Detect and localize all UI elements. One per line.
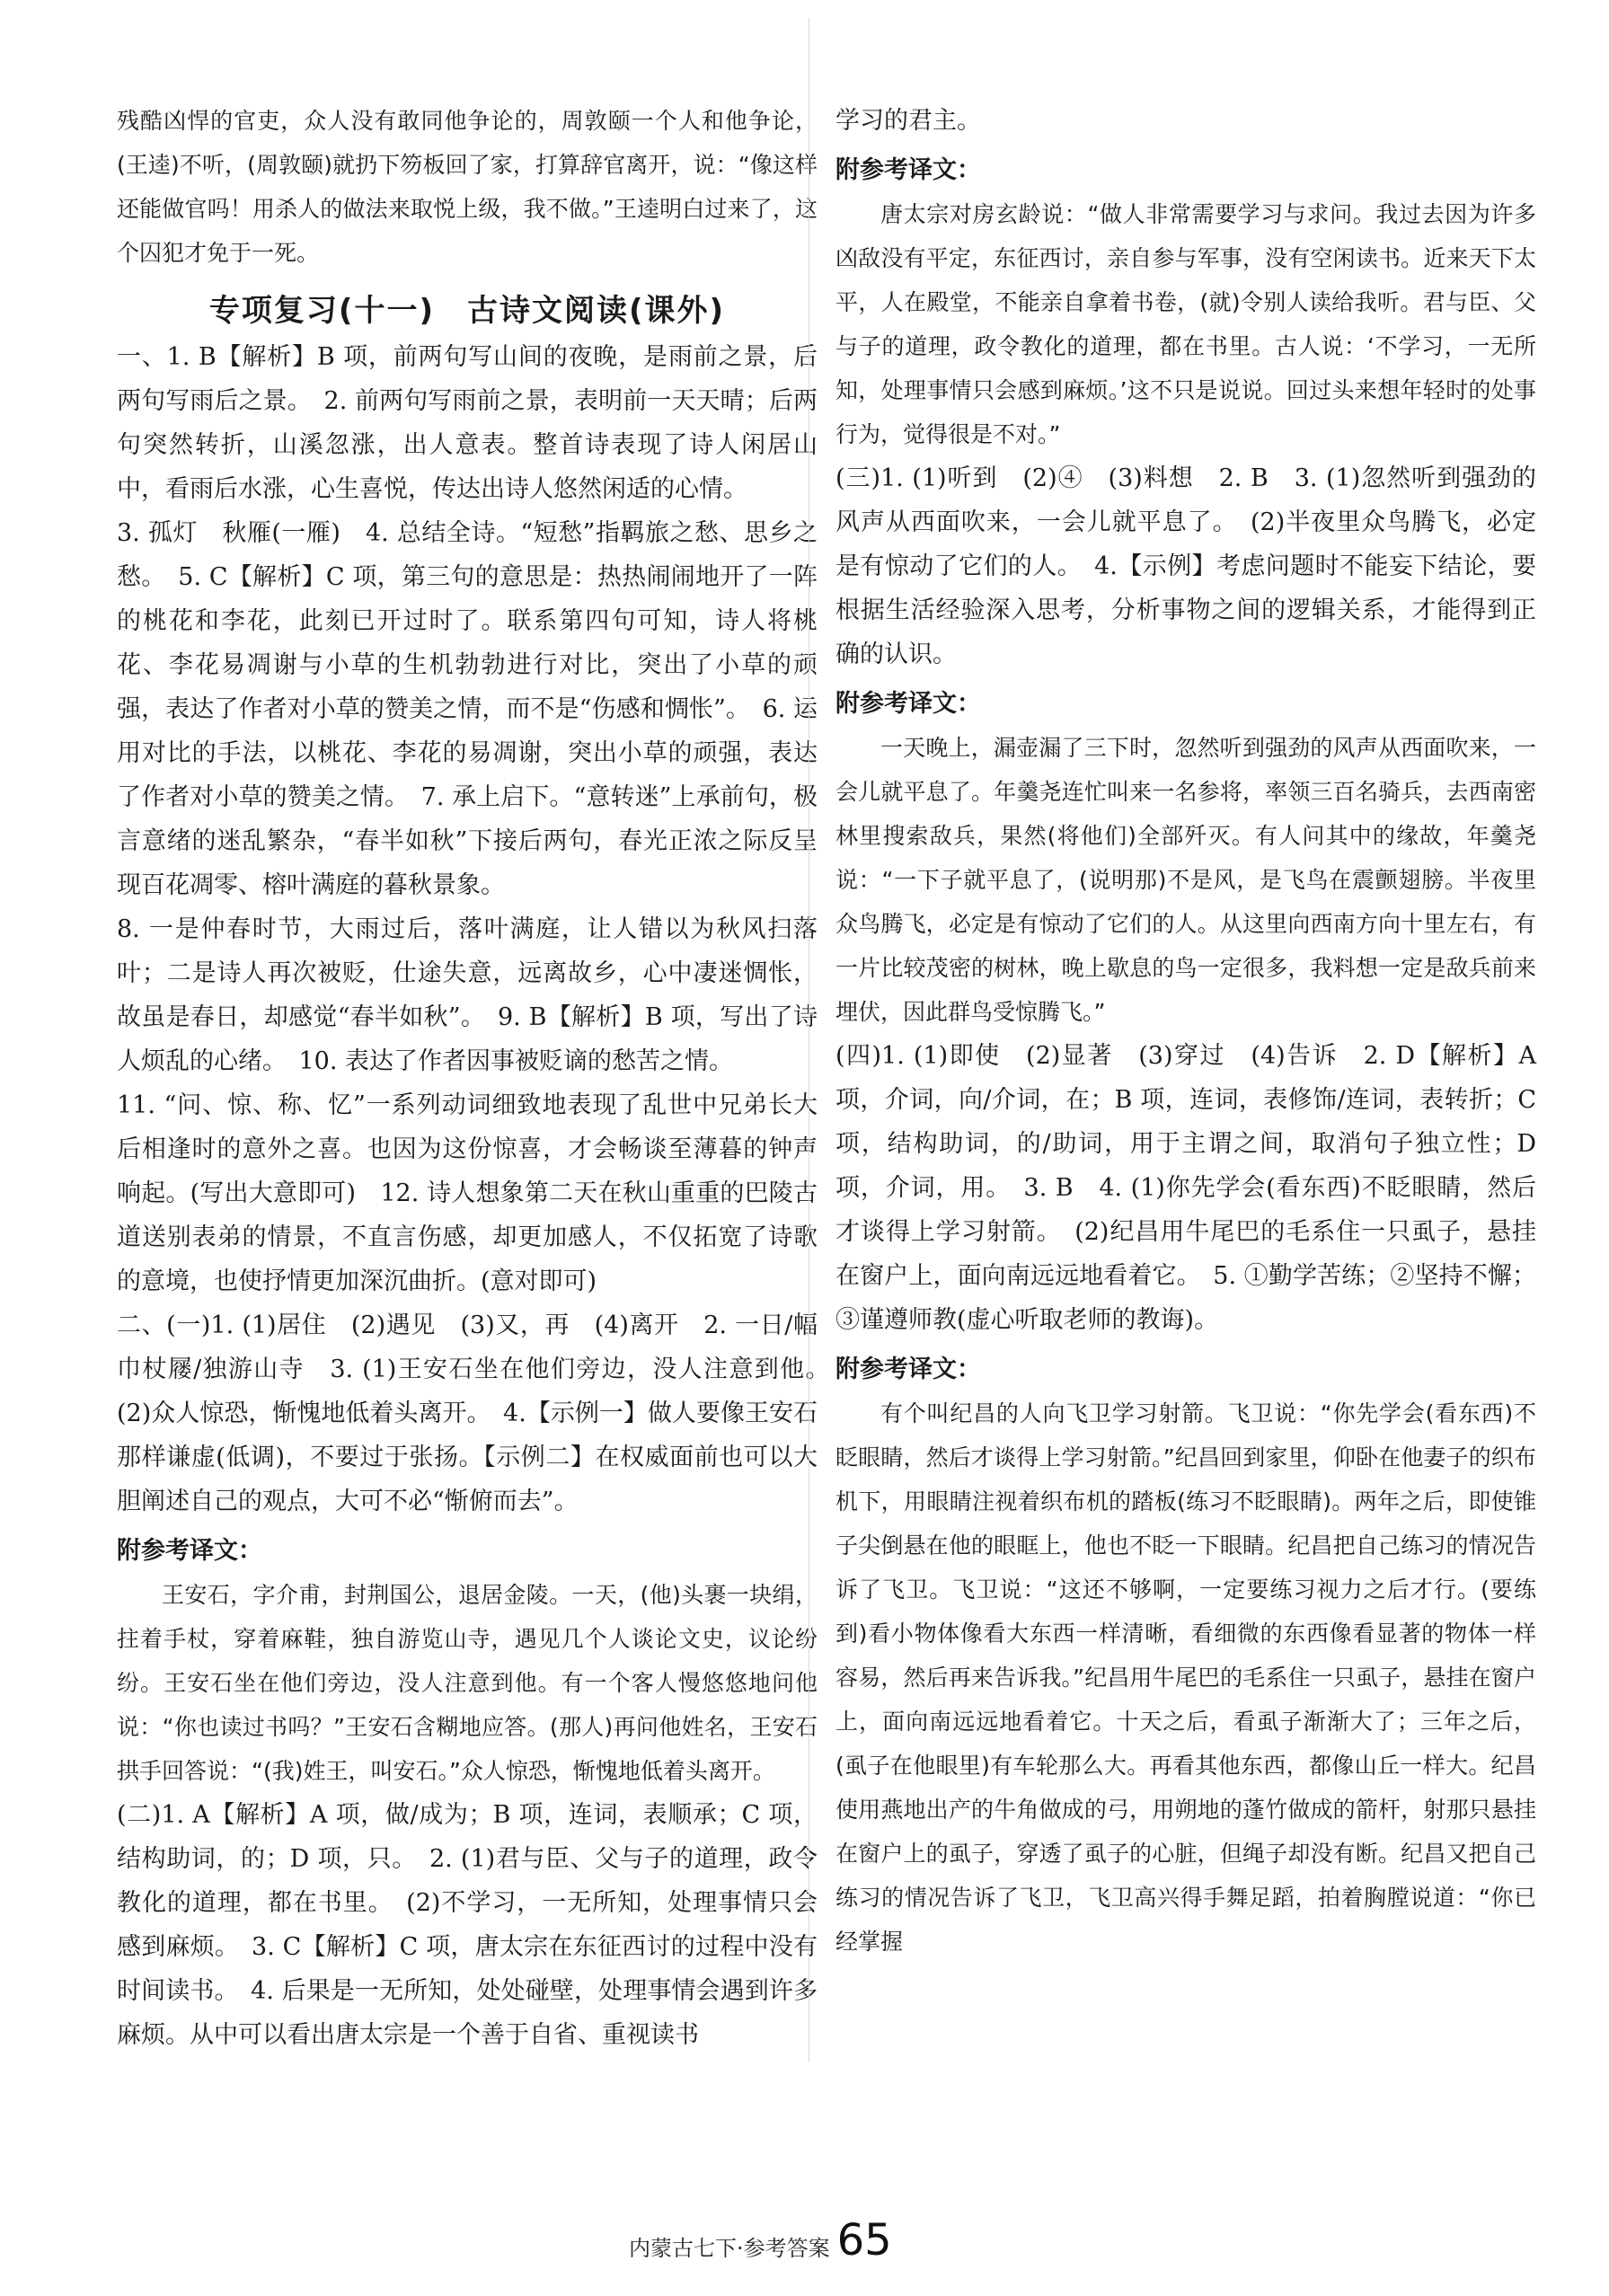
answer-block: 8. 一是仲春时节，大雨过后，落叶满庭，让人错以为秋风扫落叶；二是诗人再次被贬，仕途失意，远离故乡，心中凄迷惆怅，故虽是春日，却感觉“春半如秋”。 9. B【解析】B 项，写出了诗人烦乱的心绪。 10. 表达了作者因事被贬谪的愁苦之情。 <box>117 915 818 1075</box>
answer-block: 3. 孤灯 秋雁(一雁) 4. 总结全诗。“短愁”指羁旅之愁、思乡之愁。 5. C【解析】C 项，第三句的意思是：热热闹闹地开了一阵的桃花和李花，此刻已开过时了。联系第四句可知，诗人将桃花、李花易凋谢与小草的生机勃勃进行对比，突出了小草的顽强，表达了作者对小草的赞美之情，而不是“伤感和惆怅”。 6. 运用对比的手法，以桃花、李花的易凋谢，突出小草的顽强，表达了作者对小草的赞美之情。 7. 承上启下。“意转迷”上承前句，极言意绪的迷乱繁杂，“春半如秋”下接后两句，春光正浓之际反呈现百花凋零、榕叶满庭的暮秋景象。 <box>117 519 818 899</box>
footer-label: 内蒙古七下·参考答案 <box>629 2236 830 2261</box>
answer-continuation: 学习的君主。 <box>835 107 981 135</box>
reference-translation: 王安石，字介甫，封荆国公，退居金陵。一天，(他)头裹一块绢，拄着手杖，穿着麻鞋，独自游览山寺，遇见几个人谈论文史，议论纷纷。王安石坐在他们旁边，没人注意到他。有一个客人慢悠悠地问他说：“你也读过书吗？”王安石含糊地应答。(那人)再问他姓名，王安石拱手回答说：“(我)姓王，叫安石。”众人惊恐，惭愧地低着头离开。 <box>117 1582 818 1784</box>
answer-block: (四)1. (1)即使 (2)显著 (3)穿过 (4)告诉 2. D【解析】A 项，介词，向/介词，在；B 项，连词，表修饰/连词，表转折；C 项，结构助词，的/助词，用于主谓之间，取消句子独立性；D 项，介词，用。 3. B 4. (1)你先学会(看东西)不眨眼睛，然后才谈得上学习射箭。 (2)纪昌用牛尾巴的毛系住一只虱子，悬挂在窗户上，面向南远远地看着它。 5. ①勤学苦练；②坚持不懈；③谨遵师教(虚心听取老师的教诲)。 <box>835 1042 1536 1334</box>
page-footer <box>629 2215 1078 2265</box>
answer-block: 二、(一)1. (1)居住 (2)遇见 (3)又，再 (4)离开 2. 一日/幅巾杖屦/独游山寺 3. (1)王安石坐在他们旁边，没人注意到他。 (2)众人惊恐，惭愧地低着头离开。 4.【示例一】做人要像王安石那样谦虚(低调)，不要过于张扬。【示例二】在权威面前也可以大胆阐述自己的观点，大可不必“惭俯而去”。 <box>117 1311 842 1515</box>
section-title: 专项复习(十一) 古诗文阅读(课外) <box>208 293 726 329</box>
reference-translation-header: 附参考译文： <box>835 1356 981 1383</box>
reference-translation-header: 附参考译文： <box>117 1537 262 1565</box>
reference-translation: 有个叫纪昌的人向飞卫学习射箭。飞卫说：“你先学会(看东西)不眨眼睛，然后才谈得上学习射箭。”纪昌回到家里，仰卧在他妻子的织布机下，用眼睛注视着织布机的踏板(练习不眨眼睛)。两年之后，即使锥子尖倒悬在他的眼眶上，他也不眨一下眼睛。纪昌把自己练习的情况告诉了飞卫。飞卫说：“这还不够啊，一定要练习视力之后才行。(要练到)看小物体像看大东西一样清晰，看细微的东西像看显著的物体一样容易，然后再来告诉我。”纪昌用牛尾巴的毛系住一只虱子，悬挂在窗户上，面向南远远地看着它。十天之后，看虱子渐渐大了；三年之后，(虱子在他眼里)有车轮那么大。再看其他东西，都像山丘一样大。纪昌使用燕地出产的牛角做成的弓，用朔地的蓬竹做成的箭杆，射那只悬挂在窗户上的虱子，穿透了虱子的心脏，但绳子却没有断。纪昌又把自己练习的情况告诉了飞卫，飞卫高兴得手舞足蹈，拍着胸膛说道：“你已经掌握 <box>835 1400 1536 1955</box>
answer-block: (二)1. A【解析】A 项，做/成为；B 项，连词，表顺承；C 项，结构助词，的；D 项，只。 2. (1)君与臣、父与子的道理，政令教化的道理，都在书里。 (2)不学习，一无所知，处理事情只会感到麻烦。 3. C【解析】C 项，唐太宗在东征西讨的过程中没有时间读书。 4. 后果是一无所知，处处碰壁，处理事情会遇到许多麻烦。从中可以看出唐太宗是一个善于自省、重视读书 <box>117 1801 818 2049</box>
right-column <box>835 99 1536 1964</box>
answer-block: 11. “问、惊、称、忆”一系列动词细致地表现了乱世中兄弟长大后相逢时的意外之喜。也因为这份惊喜，才会畅谈至薄暮的钟声响起。(写出大意即可) 12. 诗人想象第二天在秋山重重的巴陵古道送别表弟的情景，不直言伤感，却更加感人，不仅拓宽了诗歌的意境，也使抒情更加深沉曲折。(意对即可) <box>117 1091 818 1295</box>
answer-block: 一、1. B【解析】B 项，前两句写山间的夜晚，是雨前之景，后两句写雨后之景。 2. 前两句写雨前之景，表明前一天天晴；后两句突然转折，山溪忽涨，出人意表。整首诗表现了诗人闲居山中，看雨后水涨，心生喜悦，传达出诗人悠然闲适的心情。 <box>117 343 818 503</box>
reference-translation: 唐太宗对房玄龄说：“做人非常需要学习与求问。我过去因为许多凶敌没有平定，东征西讨，亲自参与军事，没有空闲读书。近来天下太平，人在殿堂，不能亲自拿着书卷，(就)令别人读给我听。君与臣、父与子的道理，政令教化的道理，都在书里。古人说：‘不学习，一无所知，处理事情只会感到麻烦。’这不只是说说。回过头来想年轻时的处事行为，觉得很是不对。” <box>835 201 1536 447</box>
answer-block: (三)1. (1)听到 (2)④ (3)料想 2. B 3. (1)忽然听到强劲的风声从西面吹来，一会儿就平息了。 (2)半夜里众鸟腾飞，必定是有惊动了它们的人。 4.【示例】考虑问题时不能妄下结论，要根据生活经验深入思考，分析事物之间的逻辑关系，才能得到正确的认识。 <box>835 464 1536 668</box>
translation-continuation: 残酷凶悍的官吏，众人没有敢同他争论的，周敦颐一个人和他争论，(王逵)不听，(周敦颐)就扔下笏板回了家，打算辞官离开，说：“像这样还能做官吗！用杀人的做法来取悦上级，我不做。”王逵明白过来了，这个囚犯才免于一死。 <box>117 108 818 266</box>
reference-translation-header: 附参考译文： <box>835 156 981 184</box>
reference-translation: 一天晚上，漏壶漏了三下时，忽然听到强劲的风声从西面吹来，一会儿就平息了。年羹尧连忙叫来一名参将，率领三百名骑兵，去西南密林里搜索敌兵，果然(将他们)全部歼灭。有人问其中的缘故，年羹尧说：“一下子就平息了，(说明那)不是风，是飞鸟在震颤翅膀。半夜里众鸟腾飞，必定是有惊动了它们的人。从这里向西南方向十里左右，有一片比较茂密的树林，晚上歇息的鸟一定很多，我料想一定是敌兵前来埋伏，因此群鸟受惊腾飞。” <box>835 735 1536 1025</box>
left-column <box>117 99 842 2057</box>
page-number: 65 <box>836 2215 892 2265</box>
reference-translation-header: 附参考译文： <box>835 690 981 718</box>
